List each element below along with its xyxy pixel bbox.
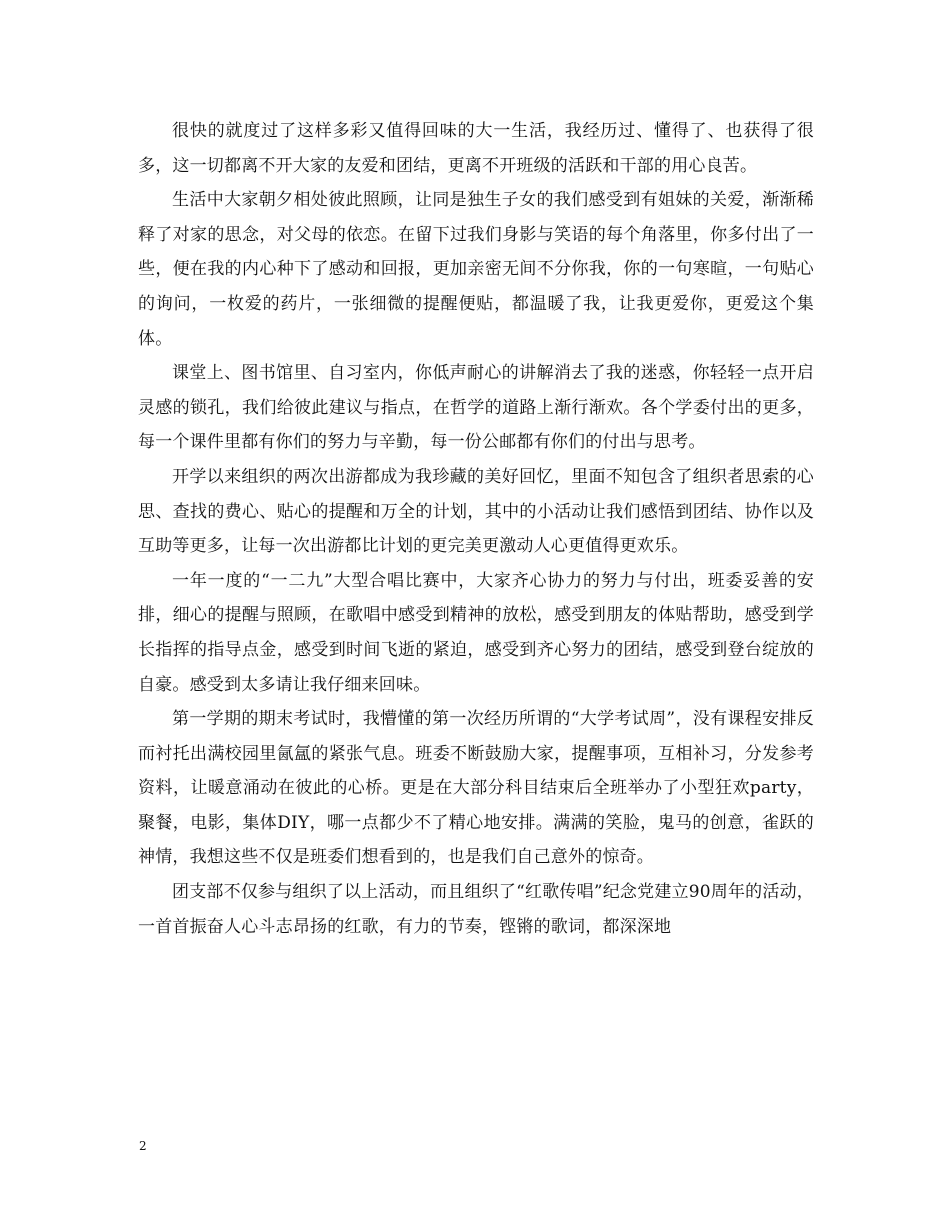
paragraph-6: 第一学期的期末考试时，我懵懂的第一次经历所谓的“大学考试周”，没有课程安排反而衬托出满校园里氤氲的紧张气息。班委不断鼓励大家，提醒事项，互相补习，分发参考资料，让暖意涌动在彼此的心桥。更是在大部分科目结束后全班举办了小型狂欢party，聚餐，电影，集体DIY，哪一点都少不了精心地安排。满满的笑脸，鬼马的创意，雀跃的神情，我想这些不仅是班委们想看到的，也是我们自己意外的惊奇。 xyxy=(138,709,814,868)
paragraph-1: 很快的就度过了这样多彩又值得回味的大一生活，我经历过、懂得了、也获得了很多，这一切都离不开大家的友爱和团结，更离不开班级的活跃和干部的用心良苦。 xyxy=(138,121,814,176)
paragraph-2: 生活中大家朝夕相处彼此照顾，让同是独生子女的我们感受到有姐妹的关爱，渐渐稀释了对家的思念，对父母的依恋。在留下过我们身影与笑语的每个角落里，你多付出了一些，便在我的内心种下了感动和回报，更加亲密无间不分你我，你的一句寒暄，一句贴心的询问，一枚爱的药片，一张细微的提醒便贴，都温暖了我，让我更爱你，更爱这个集体。 xyxy=(138,190,814,349)
paragraph-7: 团支部不仅参与组织了以上活动，而且组织了“红歌传唱”纪念党建立90周年的活动，一首首振奋人心斗志昂扬的红歌，有力的节奏，铿锵的歌词，都深深地 xyxy=(138,882,814,937)
paragraph-3: 课堂上、图书馆里、自习室内，你低声耐心的讲解消去了我的迷惑，你轻轻一点开启灵感的锁孔，我们给彼此建议与指点，在哲学的道路上渐行渐欢。各个学委付出的更多，每一个课件里都有你们的努力与辛勤，每一份公邮都有你们的付出与思考。 xyxy=(138,363,814,453)
document-body xyxy=(138,114,814,944)
paragraph-5: 一年一度的“一二九”大型合唱比赛中，大家齐心协力的努力与付出，班委妥善的安排，细心的提醒与照顾，在歌唱中感受到精神的放松，感受到朋友的体贴帮助，感受到学长指挥的指导点金，感受到时间飞逝的紧迫，感受到齐心努力的团结，感受到登台绽放的自豪。感受到太多请让我仔细来回味。 xyxy=(138,570,814,695)
page-number: 2 xyxy=(139,1139,147,1153)
paragraph-4: 开学以来组织的两次出游都成为我珍藏的美好回忆，里面不知包含了组织者思索的心思、查找的费心、贴心的提醒和万全的计划，其中的小活动让我们感悟到团结、协作以及互助等更多，让每一次出游都比计划的更完美更激动人心更值得更欢乐。 xyxy=(138,466,814,557)
